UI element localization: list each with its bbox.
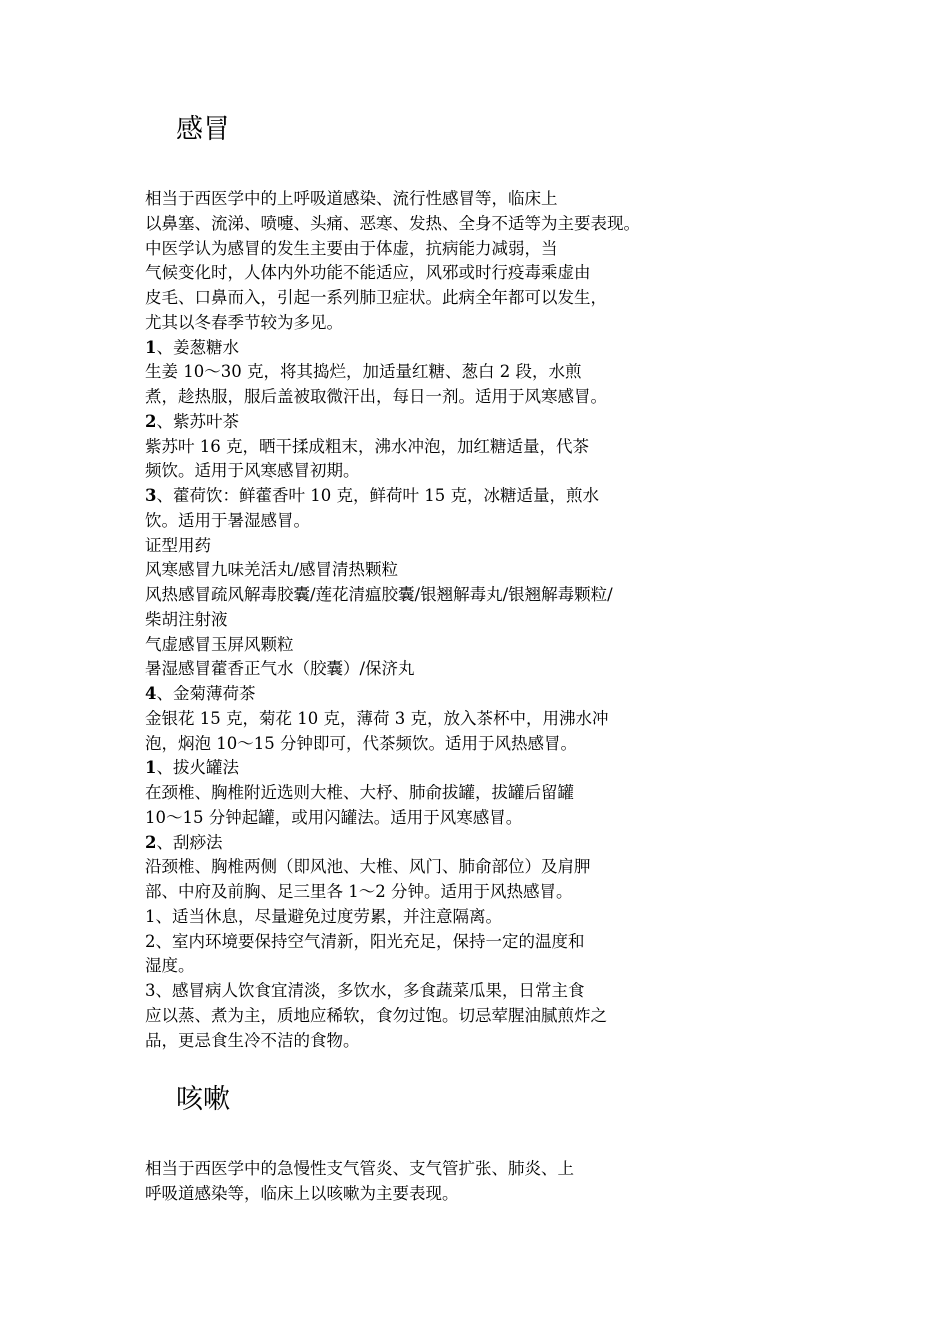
- text-line: 以鼻塞、流涕、喷嚏、头痛、恶寒、发热、全身不适等为主要表现。: [145, 213, 640, 233]
- text-line: 生姜 10～30 克，将其捣烂，加适量红糖、葱白 2 段，水煎: [145, 362, 582, 382]
- section-title-cold: 感冒: [176, 114, 230, 145]
- text-line: 2、室内环境要保持空气清新，阳光充足，保持一定的温度和: [145, 931, 585, 951]
- text-line: 2、刮痧法: [145, 832, 223, 852]
- text-line: 气候变化时，人体内外功能不能适应，风邪或时行疫毒乘虚由: [145, 263, 591, 283]
- text-line: 部、中府及前胸、足三里各 1～2 分钟。适用于风热感冒。: [145, 882, 573, 901]
- item-number: 4: [145, 684, 157, 703]
- text-line: 沿颈椎、胸椎两侧（即风池、大椎、风门、肺俞部位）及肩胛: [145, 857, 591, 877]
- text-line: 4、金菊薄荷茶: [145, 684, 256, 703]
- text-line: 相当于西医学中的上呼吸道感染、流行性感冒等，临床上: [145, 189, 558, 208]
- text-line: 金银花 15 克，菊花 10 克，薄荷 3 克，放入茶杯中，用沸水冲: [145, 708, 609, 728]
- text-line: 湿度。: [145, 956, 195, 976]
- text-line: 泡，焖泡 10～15 分钟即可，代茶频饮。适用于风热感冒。: [145, 733, 577, 753]
- text-line: 1、姜葱糖水: [145, 337, 239, 357]
- text-line: 证型用药: [145, 535, 211, 555]
- text-line: 3、藿荷饮：鲜藿香叶 10 克，鲜荷叶 15 克，冰糖适量，煎水: [145, 486, 599, 505]
- text-line: 气虚感冒玉屏风颗粒: [145, 634, 294, 654]
- text-line: 饮。适用于暑湿感冒。: [145, 510, 310, 530]
- text-line: 相当于西医学中的急慢性支气管炎、支气管扩张、肺炎、上: [145, 1159, 574, 1178]
- section-title-cough: 咳嗽: [176, 1084, 230, 1115]
- text-line: 尤其以冬春季节较为多见。: [145, 312, 343, 332]
- text-line: 品，更忌食生冷不洁的食物。: [145, 1030, 360, 1050]
- text-line: 3、感冒病人饮食宜清淡，多饮水，多食蔬菜瓜果，日常主食: [145, 981, 585, 1000]
- text-line: 频饮。适用于风寒感冒初期。: [145, 461, 360, 481]
- text-line: 风热感冒疏风解毒胶囊/莲花清瘟胶囊/银翘解毒丸/银翘解毒颗粒/: [145, 585, 613, 604]
- text-line: 应以蒸、煮为主，质地应稀软，食勿过饱。切忌荤腥油腻煎炸之: [145, 1005, 607, 1025]
- section-body-cold: [145, 187, 640, 1053]
- text-line: 皮毛、口鼻而入，引起一系列肺卫症状。此病全年都可以发生，: [145, 288, 607, 307]
- text-line: 中医学认为感冒的发生主要由于体虚，抗病能力减弱，当: [145, 238, 558, 258]
- text-line: 2、紫苏叶茶: [145, 411, 239, 431]
- text-line: 呼吸道感染等，临床上以咳嗽为主要表现。: [145, 1183, 459, 1203]
- item-number: 1: [145, 337, 157, 357]
- text-line: 暑湿感冒藿香正气水（胶囊）/保济丸: [145, 659, 415, 679]
- text-line: 紫苏叶 16 克，晒干揉成粗末，沸水冲泡，加红糖适量，代茶: [145, 436, 589, 456]
- item-number: 1: [145, 758, 157, 778]
- item-number: 2: [145, 832, 157, 852]
- text-line: 煮，趁热服，服后盖被取微汗出，每日一剂。适用于风寒感冒。: [145, 387, 607, 406]
- item-number: 3: [145, 486, 157, 505]
- section-body-cough: [145, 1157, 574, 1207]
- text-line: 1、拔火罐法: [145, 758, 239, 778]
- item-number: 2: [145, 411, 157, 431]
- text-line: 风寒感冒九味羌活丸/感冒清热颗粒: [145, 560, 399, 580]
- text-line: 在颈椎、胸椎附近选则大椎、大杼、肺俞拔罐，拔罐后留罐: [145, 783, 574, 802]
- text-line: 柴胡注射液: [145, 609, 228, 629]
- text-line: 1、适当休息，尽量避免过度劳累，并注意隔离。: [145, 906, 502, 926]
- text-line: 10～15 分钟起罐，或用闪罐法。适用于风寒感冒。: [145, 807, 523, 827]
